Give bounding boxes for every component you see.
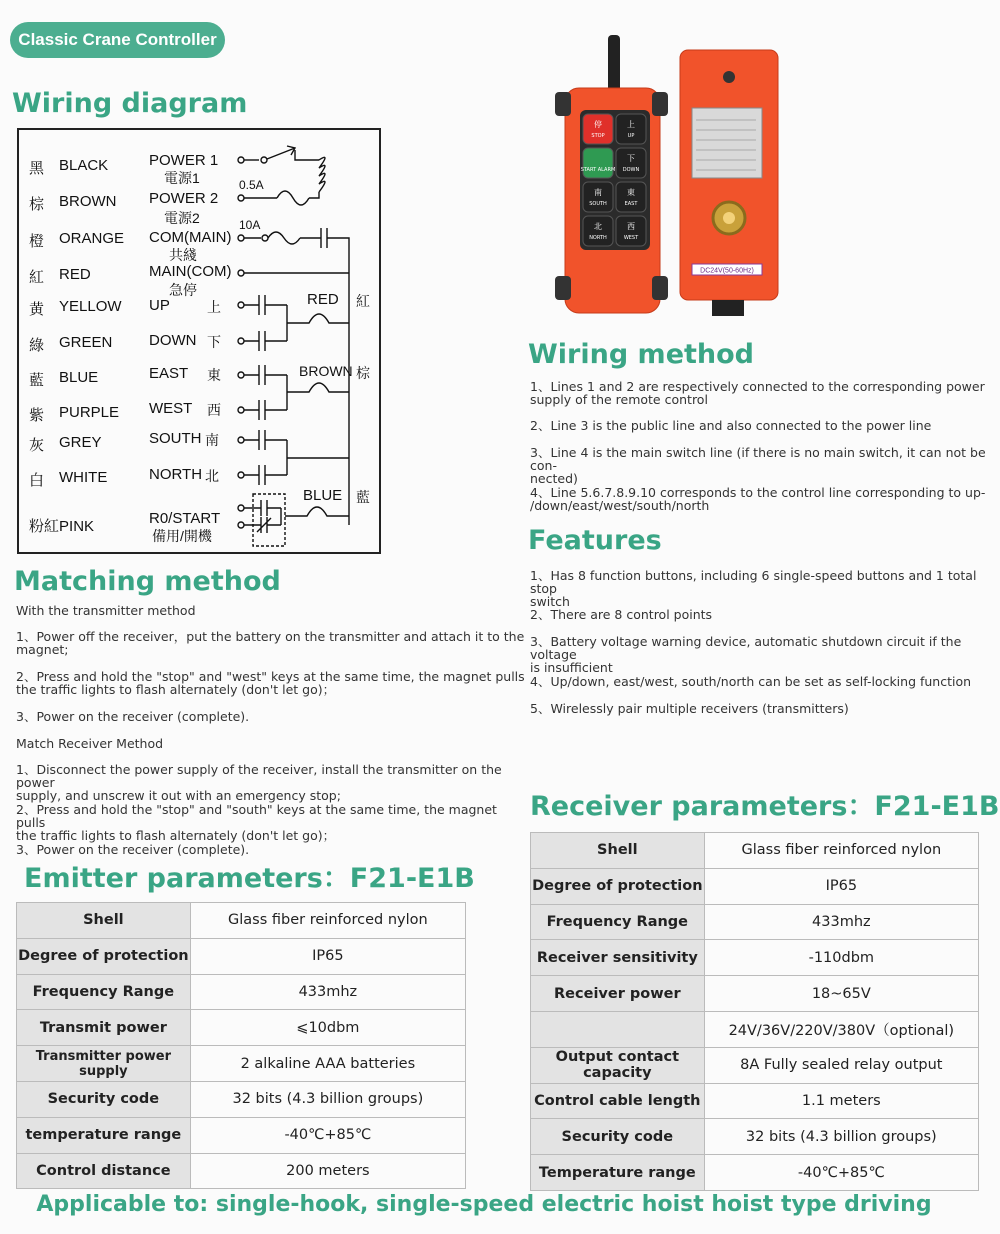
matching-line-3: [16, 670, 525, 696]
label-power2-zh: 電源2: [164, 210, 200, 226]
receiver-param-key: Frequency Range: [531, 904, 705, 940]
applicable-to-footer: Applicable to: single-hook, single-speed electric hoist hoist type driving: [36, 1192, 932, 1217]
wiring-diagram: [17, 128, 381, 554]
receiver-param-value: 24V/36V/220V/380V（optional): [704, 1011, 978, 1047]
transmitter-button-en: EAST: [624, 201, 638, 207]
emitter-param-key: Shell: [17, 903, 191, 939]
emitter-param-row: [17, 903, 466, 939]
transmitter-button-east: [616, 182, 646, 212]
matching-line-7: [16, 803, 526, 842]
label-main-com: MAIN(COM): [149, 263, 232, 280]
receiver-param-row: [531, 868, 979, 904]
receiver-param-row: [531, 1083, 979, 1119]
receiver-param-value: 1.1 meters: [704, 1083, 978, 1119]
matching-line-2-part-2: magnet;: [16, 642, 69, 657]
emitter-param-value: 32 bits (4.3 billion groups): [190, 1081, 465, 1117]
emitter-param-key: Control distance: [17, 1153, 191, 1189]
label-r0start: R0/START: [149, 510, 221, 527]
fuse-05a-label: 0.5A: [239, 178, 264, 192]
coil-red-zh: 紅: [356, 293, 370, 309]
emitter-param-row: [17, 1153, 466, 1189]
wire-en-orange: ORANGE: [59, 230, 125, 247]
receiver-param-key: Receiver power: [531, 976, 705, 1012]
wire-zh-white: 白: [29, 472, 45, 489]
wire-en-blue: BLUE: [59, 369, 99, 386]
wire-zh-orange: 橙: [29, 233, 45, 250]
transmitter-button-stop: [583, 114, 613, 144]
emitter-parameters-table: [16, 902, 466, 1189]
matching-line-8: 3、Power on the receiver (complete).: [16, 842, 250, 857]
wire-zh-grey: 灰: [29, 437, 45, 454]
feature-item-3-line-2: is insufficient: [530, 660, 613, 675]
wire-zh-green: 綠: [29, 337, 45, 354]
wiring-method-item-3: [530, 446, 1000, 485]
matching-line-1: With the transmitter method: [16, 603, 196, 618]
emitter-param-key: Degree of protection: [17, 938, 191, 974]
receiver-param-key: Control cable length: [531, 1083, 705, 1119]
label-com-zh: 共綫: [169, 247, 197, 263]
wiring-method-title: Wiring method: [528, 339, 755, 370]
emitter-param-row: [17, 974, 466, 1010]
emitter-param-value: 2 alkaline AAA batteries: [190, 1046, 465, 1082]
transmitter-button-en: STOP: [591, 133, 605, 139]
label-power1-zh: 電源1: [164, 170, 200, 186]
receiver-param-row: [531, 976, 979, 1012]
wiring-diagram-title: Wiring diagram: [12, 88, 248, 119]
transmitter-button-zh: 下: [627, 154, 635, 163]
wire-zh-brown: 棕: [29, 196, 45, 213]
wiring-method-item-3-line-1: 3、Line 4 is the main switch line (if there is no main switch, it can not be con-: [530, 445, 986, 473]
emitter-param-key: Frequency Range: [17, 974, 191, 1010]
wiring-method-item-4-line-1: 4、Line 5.6.7.8.9.10 corresponds to the control line corresponding to up-: [530, 485, 986, 500]
wire-en-purple: PURPLE: [59, 404, 120, 421]
label-up: UP: [149, 297, 170, 314]
wire-zh-blue: 藍: [29, 372, 45, 389]
wiring-method-item-2: 2、Line 3 is the public line and also connected to the power line: [530, 418, 932, 433]
label-east-zh: 東: [207, 367, 221, 383]
feature-item-2: 2、There are 8 control points: [530, 607, 713, 622]
wire-en-grey: GREY: [59, 434, 102, 451]
receiver-param-row: [531, 833, 979, 869]
wiring-method-item-1-line-1: 1、Lines 1 and 2 are respectively connected to the corresponding power: [530, 379, 985, 394]
label-up-zh: 上: [207, 299, 221, 315]
label-east: EAST: [149, 365, 189, 382]
matching-method-title: Matching method: [14, 566, 281, 597]
wire-zh-black: 黑: [29, 160, 45, 177]
coil-blue-zh: 藍: [356, 489, 370, 505]
label-power1: POWER 1: [149, 152, 219, 169]
emitter-param-row: [17, 1081, 466, 1117]
emitter-param-value: ⩽10dbm: [190, 1010, 465, 1046]
emitter-param-row: [17, 1010, 466, 1046]
emitter-param-value: 433mhz: [190, 974, 465, 1010]
receiver-param-row: [531, 1155, 979, 1191]
emitter-param-row: [17, 938, 466, 974]
matching-line-2: [16, 630, 524, 656]
receiver-param-value: 433mhz: [704, 904, 978, 940]
transmitter-button-en: SOUTH: [589, 201, 607, 207]
transmitter-button-en: DOWN: [622, 167, 640, 173]
receiver-param-row: [531, 1011, 979, 1047]
transmitter-button-start-alarm: [583, 148, 613, 178]
emitter-param-key: temperature range: [17, 1117, 191, 1153]
terminal-power1: [238, 157, 244, 163]
wire-en-green: GREEN: [59, 334, 113, 351]
wire-en-yellow: YELLOW: [59, 298, 122, 315]
receiver-param-key: Degree of protection: [531, 868, 705, 904]
wiring-method-item-1-line-2: supply of the remote control: [530, 392, 708, 407]
transmitter-button-south: [583, 182, 613, 212]
transmitter-button-zh: 東: [627, 188, 635, 197]
receiver-param-key: Security code: [531, 1119, 705, 1155]
feature-item-4: 4、Up/down, east/west, south/north can be set as self-locking function: [530, 674, 972, 689]
receiver-param-row: [531, 1119, 979, 1155]
wire-en-red: RED: [59, 266, 91, 283]
receiver-param-value: Glass fiber reinforced nylon: [704, 833, 978, 869]
receiver-param-key: Temperature range: [531, 1155, 705, 1191]
wire-zh-red: 紅: [29, 269, 45, 286]
wire-zh-purple: 紫: [29, 407, 45, 424]
receiver-param-value: IP65: [704, 868, 978, 904]
transmitter-button-north: [583, 216, 613, 246]
wire-zh-yellow: 黄: [29, 301, 45, 318]
emitter-param-key: Security code: [17, 1081, 191, 1117]
feature-item-1: [530, 569, 1000, 608]
receiver-parameters-table: [530, 832, 979, 1191]
label-south: SOUTH: [149, 430, 202, 447]
feature-item-5: 5、Wirelessly pair multiple receivers (transmitters): [530, 701, 849, 716]
wire-en-brown: BROWN: [59, 193, 117, 210]
emitter-param-key: Transmitter power supply: [17, 1046, 191, 1082]
label-down-zh: 下: [207, 334, 221, 350]
receiver-param-value: 32 bits (4.3 billion groups): [704, 1119, 978, 1155]
label-r0start-zh: 備用/開機: [152, 528, 212, 544]
receiver-voltage-label: DC24V(50-60Hz): [700, 267, 754, 275]
transmitter-button-en: UP: [627, 133, 635, 139]
coil-brown-label: BROWN: [299, 363, 353, 379]
matching-line-3-part-2: the traffic lights to flash alternately (don't let go)；: [16, 682, 336, 697]
transmitter-button-en: WEST: [623, 235, 639, 241]
matching-line-2-part-1: 1、Power off the receiver，put the battery on the transmitter and attach it to the: [16, 629, 525, 644]
transmitter-button-zh: 北: [594, 222, 602, 231]
label-com-main: COM(MAIN): [149, 229, 232, 246]
emitter-param-row: [17, 1046, 466, 1082]
label-north-zh: 北: [205, 468, 219, 484]
label-down: DOWN: [149, 332, 197, 349]
receiver-image: [680, 50, 778, 316]
label-south-zh: 南: [205, 432, 219, 448]
receiver-param-row: [531, 1047, 979, 1083]
feature-item-3-line-1: 3、Battery voltage warning device, automatic shutdown circuit if the voltage: [530, 634, 962, 662]
feature-item-3: [530, 635, 1000, 674]
receiver-param-row: [531, 904, 979, 940]
emitter-param-value: Glass fiber reinforced nylon: [190, 903, 465, 939]
matching-line-3-part-1: 2、Press and hold the "stop" and "west" keys at the same time, the magnet pulls: [16, 669, 525, 684]
receiver-parameters-title: Receiver parameters：F21-E1B: [530, 791, 1000, 822]
feature-item-1-line-2: switch: [530, 594, 570, 609]
wiring-method-item-4: [530, 486, 985, 512]
wiring-method-item-4-line-2: /down/east/west/south/north: [530, 498, 710, 513]
label-power2: POWER 2: [149, 190, 219, 207]
label-estop-zh: 急停: [169, 282, 197, 298]
label-north: NORTH: [149, 466, 203, 483]
receiver-param-value: -40℃+85℃: [704, 1155, 978, 1191]
matching-line-6: [16, 763, 526, 802]
receiver-param-row: [531, 940, 979, 976]
emitter-param-value: -40℃+85℃: [190, 1117, 465, 1153]
wire-en-pink: PINK: [59, 518, 95, 535]
transmitter-button-zh: 南: [594, 188, 602, 197]
receiver-param-key: [531, 1011, 705, 1047]
coil-red-label: RED: [307, 291, 339, 308]
matching-line-6-part-2: supply, and unscrew it out with an emergency stop;: [16, 788, 341, 803]
features-title: Features: [528, 525, 662, 556]
transmitter-button-zh: 西: [627, 222, 635, 231]
wire-en-black: BLACK: [59, 157, 109, 174]
transmitter-button-en: START ALARM: [580, 167, 616, 173]
feature-item-1-line-1: 1、Has 8 function buttons, including 6 single-speed buttons and 1 total stop: [530, 568, 977, 596]
receiver-param-value: 8A Fully sealed relay output: [704, 1047, 978, 1083]
transmitter-button-up: [616, 114, 646, 144]
receiver-param-value: 18~65V: [704, 976, 978, 1012]
wire-en-white: WHITE: [59, 469, 108, 486]
matching-line-4: 3、Power on the receiver (complete).: [16, 709, 250, 724]
transmitter-button-zh: 上: [627, 120, 635, 129]
receiver-param-key: Shell: [531, 833, 705, 869]
coil-brown-zh: 棕: [356, 365, 370, 381]
matching-line-6-part-1: 1、Disconnect the power supply of the receiver, install the transmitter on the power: [16, 762, 502, 790]
label-west-zh: 西: [207, 402, 221, 418]
category-badge: Classic Crane Controller: [10, 22, 225, 58]
receiver-param-key: Receiver sensitivity: [531, 940, 705, 976]
product-photo: [550, 30, 790, 320]
transmitter-button-en: NORTH: [589, 235, 607, 241]
wiring-method-item-1: [530, 380, 985, 406]
transmitter-button-down: [616, 148, 646, 178]
wire-zh-pink: 粉紅: [29, 518, 60, 535]
transmitter-button-west: [616, 216, 646, 246]
matching-line-7-part-2: the traffic lights to flash alternately (don't let go)；: [16, 828, 336, 843]
coil-blue-label: BLUE: [303, 487, 343, 504]
emitter-parameters-title: Emitter parameters：F21-E1B: [24, 863, 475, 894]
emitter-param-key: Transmit power: [17, 1010, 191, 1046]
matching-line-7-part-1: 2、Press and hold the "stop" and "south" keys at the same time, the magnet pulls: [16, 802, 497, 830]
receiver-param-value: -110dbm: [704, 940, 978, 976]
label-west: WEST: [149, 400, 193, 417]
transmitter-button-zh: 停: [594, 120, 602, 129]
fuse-10a-label: 10A: [239, 218, 261, 232]
receiver-param-key: Output contact capacity: [531, 1047, 705, 1083]
matching-line-5: Match Receiver Method: [16, 736, 164, 751]
emitter-param-value: IP65: [190, 938, 465, 974]
emitter-param-value: 200 meters: [190, 1153, 465, 1189]
emitter-param-row: [17, 1117, 466, 1153]
wiring-method-item-3-line-2: nected): [530, 471, 578, 486]
